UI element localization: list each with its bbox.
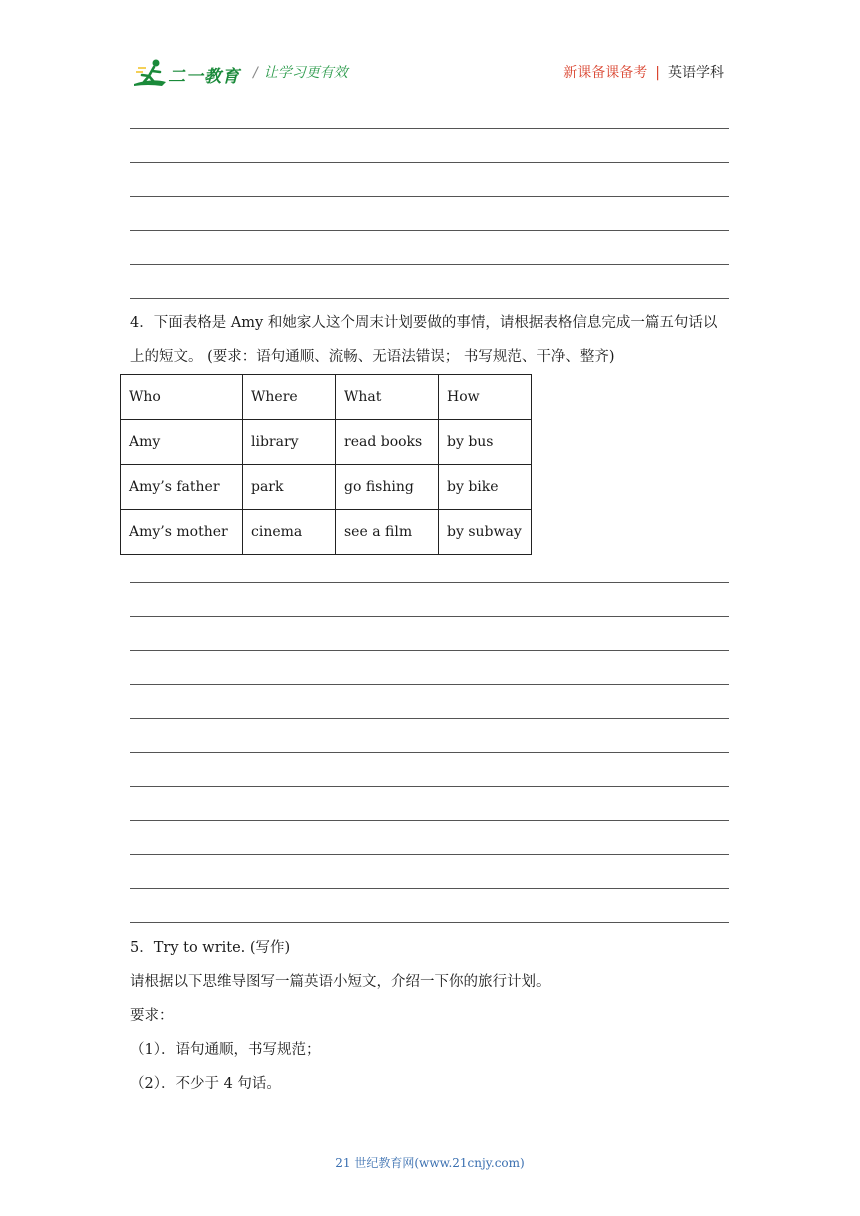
q5-requirements-label: 要求： <box>130 1008 174 1024</box>
table-cell: park <box>243 465 336 510</box>
table-row <box>121 465 532 510</box>
logo-text: 二一教育 <box>168 67 240 87</box>
answer-line <box>130 820 729 821</box>
answer-line <box>130 684 729 685</box>
answer-line <box>130 162 729 163</box>
q5-requirement-1: （1）．语句通顺，书写规范； <box>130 1042 321 1058</box>
header-slogan: / 让学习更有效 <box>253 65 348 81</box>
table-cell: see a film <box>336 510 439 555</box>
answer-line <box>130 128 729 129</box>
answer-line <box>130 264 729 265</box>
table-row <box>121 420 532 465</box>
answer-line <box>130 888 729 889</box>
table-cell: cinema <box>243 510 336 555</box>
table-header-row <box>121 375 532 420</box>
table-cell: Amy’s mother <box>121 510 243 555</box>
q5-title: 5．Try to write. (写作) <box>130 940 291 956</box>
answer-line <box>130 196 729 197</box>
q5-instruction: 请根据以下思维导图写一篇英语小短文，介绍一下你的旅行计划。 <box>130 974 551 990</box>
table-cell: by bike <box>439 465 532 510</box>
table-cell: Amy <box>121 420 243 465</box>
answer-line <box>130 854 729 855</box>
answer-line <box>130 922 729 923</box>
answer-line <box>130 230 729 231</box>
answer-line <box>130 298 729 299</box>
table-cell: read books <box>336 420 439 465</box>
page-footer: 21 世纪教育网(www.21cnjy.com) <box>335 1156 525 1170</box>
q4-prompt-line1: 4．下面表格是 Amy 和她家人这个周末计划要做的事情，请根据表格信息完成一篇五句话以 <box>130 315 718 331</box>
answer-line <box>130 786 729 787</box>
table-cell: by subway <box>439 510 532 555</box>
table-cell: Amy’s father <box>121 465 243 510</box>
table-cell: go fishing <box>336 465 439 510</box>
answer-line <box>130 616 729 617</box>
table-row <box>121 510 532 555</box>
answer-line <box>130 650 729 651</box>
answer-line <box>130 582 729 583</box>
table-header-cell: How <box>439 375 532 420</box>
q5-requirement-2: （2）．不少于 4 句话。 <box>130 1076 281 1092</box>
table-cell: by bus <box>439 420 532 465</box>
table-header-cell: Where <box>243 375 336 420</box>
answer-line <box>130 752 729 753</box>
table-header-cell: Who <box>121 375 243 420</box>
table-cell: library <box>243 420 336 465</box>
page-header <box>0 0 860 110</box>
table-header-cell: What <box>336 375 439 420</box>
weekend-plan-table <box>120 374 532 555</box>
answer-line <box>130 718 729 719</box>
header-subject: 新课备课备考 | 英语学科 <box>563 65 724 81</box>
q4-prompt-line2: 上的短文。 (要求：语句通顺、流畅、无语法错误； 书写规范、干净、整齐) <box>130 349 615 365</box>
